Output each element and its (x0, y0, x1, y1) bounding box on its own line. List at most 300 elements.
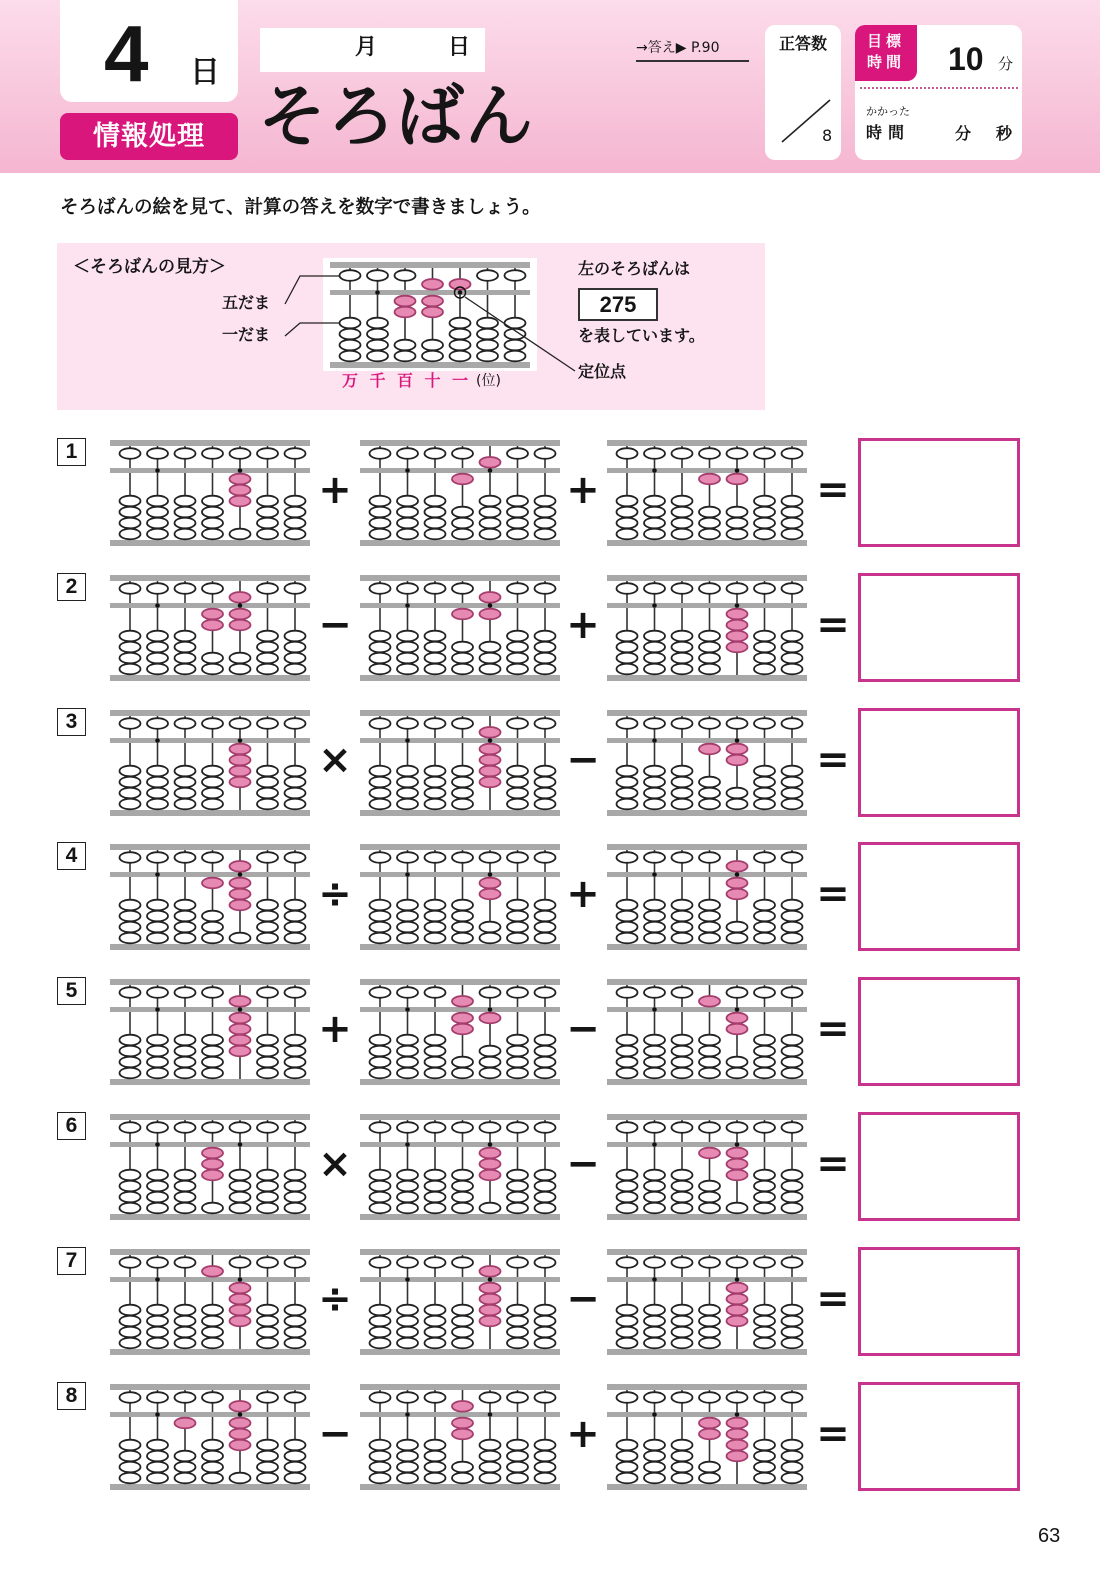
abacus-earth-bead (699, 1338, 720, 1349)
abacus-heaven-bead (535, 987, 556, 998)
abacus-earth-bead (120, 788, 141, 799)
abacus-heaven-bead (672, 1122, 693, 1133)
elapsed-minutes-field[interactable]: 分 (955, 124, 972, 143)
abacus-earth-bead (120, 518, 141, 529)
answer-box[interactable] (858, 438, 1020, 547)
abacus-earth-bead (727, 788, 748, 799)
abacus-heaven-bead-active (230, 996, 251, 1007)
abacus-earth-bead (175, 933, 196, 944)
abacus-heaven-bead (230, 448, 251, 459)
abacus-earth-bead (202, 1057, 223, 1068)
abacus-heaven-bead-active (480, 1266, 501, 1277)
abacus-earth-bead-active (230, 1024, 251, 1035)
answer-box[interactable] (858, 573, 1020, 682)
abacus-earth-bead (754, 799, 775, 810)
abacus-earth-bead (147, 529, 168, 540)
abacus-earth-bead (672, 1057, 693, 1068)
abacus-earth-bead (397, 1316, 418, 1327)
abacus-earth-bead (202, 933, 223, 944)
abacus-heaven-bead (782, 987, 803, 998)
abacus-earth-bead (257, 788, 278, 799)
abacus-earth-bead (535, 1046, 556, 1057)
abacus-earth-bead (147, 777, 168, 788)
abacus-earth-bead (644, 777, 665, 788)
problem-number: 2 (57, 573, 86, 601)
abacus-earth-bead (617, 518, 638, 529)
abacus-earth-bead (672, 653, 693, 664)
abacus-earth-bead (507, 653, 528, 664)
abacus-earth-bead (672, 1192, 693, 1203)
abacus-earth-bead (644, 1035, 665, 1046)
abacus-earth-bead (285, 1057, 306, 1068)
abacus-earth-bead (672, 1316, 693, 1327)
abacus-earth-bead (754, 1170, 775, 1181)
abacus-earth-bead (257, 653, 278, 664)
abacus-earth-bead (452, 1305, 473, 1316)
abacus-earth-bead (397, 777, 418, 788)
abacus-earth-bead (425, 1181, 446, 1192)
unit-point-dot (488, 738, 493, 743)
abacus-heaven-bead (257, 583, 278, 594)
abacus-earth-bead (175, 1192, 196, 1203)
abacus-earth-bead (120, 496, 141, 507)
abacus-earth-bead (452, 518, 473, 529)
abacus-earth-bead (285, 1327, 306, 1338)
abacus-earth-bead (535, 1203, 556, 1214)
abacus-earth-bead (535, 799, 556, 810)
abacus-earth-bead-active (230, 1418, 251, 1429)
abacus-earth-bead-active (230, 1305, 251, 1316)
abacus-earth-bead (754, 1046, 775, 1057)
abacus-earth-bead (202, 518, 223, 529)
abacus-heaven-bead (147, 1392, 168, 1403)
abacus-heaven-bead (699, 1257, 720, 1268)
abacus-earth-bead (754, 1203, 775, 1214)
abacus-heaven-bead (120, 1257, 141, 1268)
abacus-earth-bead (535, 1170, 556, 1181)
abacus-earth-bead (699, 922, 720, 933)
abacus-beam (360, 603, 560, 608)
abacus-heaven-bead (175, 448, 196, 459)
abacus-earth-bead (782, 1057, 803, 1068)
abacus-earth-bead (257, 1057, 278, 1068)
abacus-earth-bead (617, 1440, 638, 1451)
operator: + (318, 1006, 352, 1052)
abacus-earth-bead (147, 1203, 168, 1214)
abacus-earth-bead (507, 922, 528, 933)
abacus-earth-bead (202, 788, 223, 799)
abacus-heaven-bead (782, 852, 803, 863)
abacus-earth-bead (120, 766, 141, 777)
abacus-earth-bead (452, 933, 473, 944)
unit-point-dot (488, 468, 493, 473)
abacus-beam (607, 1007, 807, 1012)
abacus-earth-bead (617, 1057, 638, 1068)
abacus-earth-bead (175, 664, 196, 675)
unit-point-dot (652, 468, 657, 473)
abacus-earth-bead (397, 1192, 418, 1203)
abacus-earth-bead (480, 1057, 501, 1068)
abacus-earth-bead (285, 1170, 306, 1181)
abacus-earth-bead (535, 1192, 556, 1203)
abacus-earth-bead (617, 1046, 638, 1057)
abacus-earth-bead-active (202, 878, 223, 889)
abacus-heaven-bead (644, 987, 665, 998)
abacus-earth-bead (644, 664, 665, 675)
abacus-earth-bead (754, 1192, 775, 1203)
abacus-earth-bead-active (452, 474, 473, 485)
abacus-earth-bead (370, 1068, 391, 1079)
abacus-heaven-bead (452, 1257, 473, 1268)
abacus-heaven-bead (727, 1257, 748, 1268)
equals-sign: = (816, 1411, 850, 1457)
abacus-earth-bead (370, 631, 391, 642)
abacus-earth-bead (147, 933, 168, 944)
abacus-beam (360, 468, 560, 473)
abacus-earth-bead (397, 1057, 418, 1068)
abacus-earth-bead (147, 1451, 168, 1462)
abacus-earth-bead (397, 1327, 418, 1338)
abacus-earth-bead (644, 911, 665, 922)
abacus-earth-bead (644, 1338, 665, 1349)
operator: ÷ (318, 1276, 352, 1322)
abacus-heaven-bead (257, 448, 278, 459)
abacus-top-frame (607, 1249, 807, 1255)
abacus-earth-bead (257, 1338, 278, 1349)
abacus-earth-bead (285, 631, 306, 642)
abacus-earth-bead-active (727, 1305, 748, 1316)
abacus-earth-bead (370, 766, 391, 777)
abacus-earth-bead (754, 1338, 775, 1349)
abacus-earth-bead-active (202, 609, 223, 620)
abacus-earth-bead (754, 664, 775, 675)
unit-point-dot (488, 1412, 493, 1417)
operator: + (566, 467, 600, 513)
abacus-heaven-bead (370, 583, 391, 594)
abacus-earth-bead (285, 496, 306, 507)
abacus-earth-bead (672, 642, 693, 653)
abacus-earth-bead (507, 1451, 528, 1462)
abacus-heaven-bead (699, 1392, 720, 1403)
abacus-heaven-bead (672, 1257, 693, 1268)
abacus-earth-bead (452, 1181, 473, 1192)
abacus-earth-bead-active (480, 1316, 501, 1327)
abacus-top-frame (110, 1384, 310, 1390)
abacus-earth-bead (425, 799, 446, 810)
abacus-earth-bead-active (727, 1451, 748, 1462)
unit-point-dot (652, 738, 657, 743)
unit-point-dot (238, 738, 243, 743)
abacus-heaven-bead-active (230, 861, 251, 872)
abacus-earth-bead (257, 1046, 278, 1057)
abacus-heaven-bead (754, 448, 775, 459)
abacus-heaven-bead (782, 448, 803, 459)
abacus-earth-bead-active (175, 1418, 196, 1429)
abacus-earth-bead (425, 1068, 446, 1079)
abacus (110, 575, 310, 681)
abacus-heaven-bead (644, 1257, 665, 1268)
abacus-earth-bead (175, 1327, 196, 1338)
abacus-heaven-bead (699, 1122, 720, 1133)
abacus-earth-bead-active (452, 1418, 473, 1429)
abacus-earth-bead (425, 922, 446, 933)
answer-box[interactable] (858, 842, 1020, 951)
page-number: 63 (1038, 1525, 1061, 1547)
abacus-earth-bead (644, 1451, 665, 1462)
abacus-bottom-frame (607, 1214, 807, 1220)
abacus-earth-bead (202, 922, 223, 933)
abacus-heaven-bead (480, 1392, 501, 1403)
abacus-earth-bead (370, 1170, 391, 1181)
abacus-earth-bead (120, 1473, 141, 1484)
abacus-earth-bead (727, 518, 748, 529)
earth-bead-pointer (285, 323, 339, 336)
abacus-earth-bead (147, 1170, 168, 1181)
elapsed-seconds-field[interactable]: 秒 (996, 124, 1013, 143)
abacus-heaven-bead (535, 852, 556, 863)
abacus-earth-bead (535, 1305, 556, 1316)
abacus-heaven-bead (507, 1257, 528, 1268)
abacus-earth-bead (480, 518, 501, 529)
abacus-earth-bead (644, 642, 665, 653)
abacus-earth-bead (672, 664, 693, 675)
abacus-earth-bead (397, 1473, 418, 1484)
abacus-earth-bead (480, 1462, 501, 1473)
abacus-heaven-bead-active (480, 727, 501, 738)
abacus-heaven-bead (782, 1392, 803, 1403)
abacus-earth-bead-active (230, 755, 251, 766)
abacus-top-frame (607, 575, 807, 581)
abacus-earth-bead-active (727, 1429, 748, 1440)
abacus-earth-bead (507, 1327, 528, 1338)
abacus-heaven-bead-active (230, 592, 251, 603)
abacus-earth-bead (257, 922, 278, 933)
abacus-earth-bead (617, 1181, 638, 1192)
abacus-bottom-frame (360, 1349, 560, 1355)
place-label: 千 (369, 371, 386, 390)
abacus-heaven-bead (727, 448, 748, 459)
abacus-earth-bead-active (480, 766, 501, 777)
abacus (360, 1114, 560, 1220)
abacus-earth-bead (535, 653, 556, 664)
abacus-bottom-frame (360, 944, 560, 950)
abacus-earth-bead (120, 507, 141, 518)
abacus-earth-bead (644, 507, 665, 518)
abacus-earth-bead (202, 911, 223, 922)
abacus-beam (607, 872, 807, 877)
abacus-earth-bead (754, 507, 775, 518)
abacus-heaven-bead (285, 448, 306, 459)
abacus (110, 1114, 310, 1220)
answer-box[interactable] (858, 1112, 1020, 1221)
answer-box[interactable] (858, 1382, 1020, 1491)
abacus-earth-bead (452, 900, 473, 911)
abacus-heaven-bead (617, 583, 638, 594)
abacus-earth-bead (285, 766, 306, 777)
abacus-earth-bead (782, 911, 803, 922)
abacus-earth-bead (397, 900, 418, 911)
abacus-earth-bead (285, 922, 306, 933)
abacus-earth-bead (425, 1192, 446, 1203)
abacus-earth-bead (370, 1440, 391, 1451)
abacus-earth-bead (644, 1068, 665, 1079)
abacus-earth-bead (147, 518, 168, 529)
abacus-heaven-bead (727, 718, 748, 729)
abacus (607, 710, 807, 816)
abacus-heaven-bead (480, 852, 501, 863)
abacus-earth-bead-active (727, 1159, 748, 1170)
abacus-earth-bead (644, 1046, 665, 1057)
abacus-earth-bead (285, 1192, 306, 1203)
abacus-earth-bead (257, 1440, 278, 1451)
abacus-earth-bead (147, 1462, 168, 1473)
abacus-earth-bead (120, 1440, 141, 1451)
abacus-earth-bead (727, 1057, 748, 1068)
abacus-earth-bead (202, 766, 223, 777)
abacus-earth-bead (535, 496, 556, 507)
abacus (607, 1114, 807, 1220)
abacus-top-frame (360, 1114, 560, 1120)
answer-box[interactable] (858, 708, 1020, 817)
abacus-earth-bead (617, 922, 638, 933)
abacus-earth-bead (147, 1338, 168, 1349)
abacus-heaven-bead (782, 583, 803, 594)
abacus-earth-bead (672, 766, 693, 777)
unit-point-dot (238, 468, 243, 473)
abacus-earth-bead (257, 1068, 278, 1079)
abacus-earth-bead (699, 1192, 720, 1203)
abacus-earth-bead (480, 507, 501, 518)
abacus-earth-bead (782, 922, 803, 933)
abacus-earth-bead (452, 788, 473, 799)
answer-box[interactable] (858, 1247, 1020, 1356)
abacus-heaven-bead (257, 1122, 278, 1133)
abacus-heaven-bead (699, 448, 720, 459)
abacus-earth-bead-active (480, 878, 501, 889)
abacus-heaven-bead (727, 987, 748, 998)
abacus-earth-bead (644, 1203, 665, 1214)
abacus-bottom-frame (110, 810, 310, 816)
abacus-heaven-bead (397, 718, 418, 729)
unit-point-dot (735, 1142, 740, 1147)
abacus-earth-bead (175, 507, 196, 518)
abacus-earth-bead (285, 1046, 306, 1057)
abacus-earth-bead (782, 777, 803, 788)
abacus-top-frame (360, 710, 560, 716)
abacus-earth-bead (425, 642, 446, 653)
answer-box[interactable] (858, 977, 1020, 1086)
abacus-earth-bead-active (727, 474, 748, 485)
abacus-earth-bead-active (480, 1170, 501, 1181)
abacus-earth-bead (782, 529, 803, 540)
abacus-earth-bead (754, 518, 775, 529)
abacus-earth-bead (230, 1473, 251, 1484)
abacus-earth-bead (672, 507, 693, 518)
abacus-earth-bead-active (727, 889, 748, 900)
abacus (110, 1249, 310, 1355)
abacus-earth-bead (699, 1046, 720, 1057)
abacus-heaven-bead (754, 718, 775, 729)
abacus-earth-bead (672, 1327, 693, 1338)
elapsed-label-small: かかった (866, 105, 910, 118)
abacus-heaven-bead (782, 718, 803, 729)
abacus-earth-bead (397, 664, 418, 675)
abacus-earth-bead (452, 642, 473, 653)
abacus (360, 1384, 560, 1490)
abacus-earth-bead (397, 766, 418, 777)
abacus-earth-bead (397, 1462, 418, 1473)
place-label: 百 (396, 371, 413, 390)
abacus-earth-bead (175, 1473, 196, 1484)
abacus-earth-bead (672, 1170, 693, 1181)
abacus-earth-bead (480, 933, 501, 944)
abacus-heaven-bead (370, 448, 391, 459)
abacus (607, 440, 807, 546)
unit-point-dot (155, 1412, 160, 1417)
abacus-earth-bead (285, 664, 306, 675)
abacus-heaven-bead (397, 448, 418, 459)
abacus (360, 1249, 560, 1355)
abacus-top-frame (110, 1114, 310, 1120)
abacus-earth-bead (175, 1316, 196, 1327)
unit-point-dot (735, 738, 740, 743)
abacus-earth-bead (672, 1451, 693, 1462)
abacus-beam (607, 738, 807, 743)
abacus-beam (607, 603, 807, 608)
abacus-earth-bead (257, 799, 278, 810)
abacus-earth-bead (535, 788, 556, 799)
abacus-earth-bead (147, 1181, 168, 1192)
abacus-earth-bead (425, 1316, 446, 1327)
abacus-heaven-bead (754, 1257, 775, 1268)
abacus-heaven-bead (175, 718, 196, 729)
abacus-earth-bead (782, 788, 803, 799)
abacus-earth-bead (370, 1338, 391, 1349)
abacus-earth-bead (644, 1473, 665, 1484)
abacus-earth-bead (147, 664, 168, 675)
abacus-earth-bead (175, 653, 196, 664)
abacus-heaven-bead (672, 448, 693, 459)
abacus-earth-bead (285, 653, 306, 664)
abacus-earth-bead (782, 1181, 803, 1192)
abacus-earth-bead (425, 631, 446, 642)
abacus-bottom-frame (360, 810, 560, 816)
abacus-earth-bead (370, 777, 391, 788)
abacus-beam (110, 1277, 310, 1282)
abacus-earth-bead (782, 1203, 803, 1214)
abacus-bottom-frame (110, 1214, 310, 1220)
abacus-earth-bead (397, 1440, 418, 1451)
abacus-earth-bead (452, 1338, 473, 1349)
abacus-earth-bead (147, 496, 168, 507)
abacus-top-frame (607, 710, 807, 716)
abacus-earth-bead (782, 642, 803, 653)
abacus-bottom-frame (110, 540, 310, 546)
abacus-earth-bead (120, 922, 141, 933)
abacus-top-frame (110, 844, 310, 850)
abacus-earth-bead (672, 1068, 693, 1079)
abacus-earth-bead (672, 1473, 693, 1484)
abacus-earth-bead (535, 664, 556, 675)
abacus-earth-bead (617, 766, 638, 777)
abacus-earth-bead (672, 529, 693, 540)
abacus-earth-bead (425, 1305, 446, 1316)
abacus-earth-bead (672, 788, 693, 799)
abacus-earth-bead (257, 1305, 278, 1316)
abacus-earth-bead (120, 1305, 141, 1316)
abacus-earth-bead (617, 1327, 638, 1338)
abacus-earth-bead (535, 777, 556, 788)
